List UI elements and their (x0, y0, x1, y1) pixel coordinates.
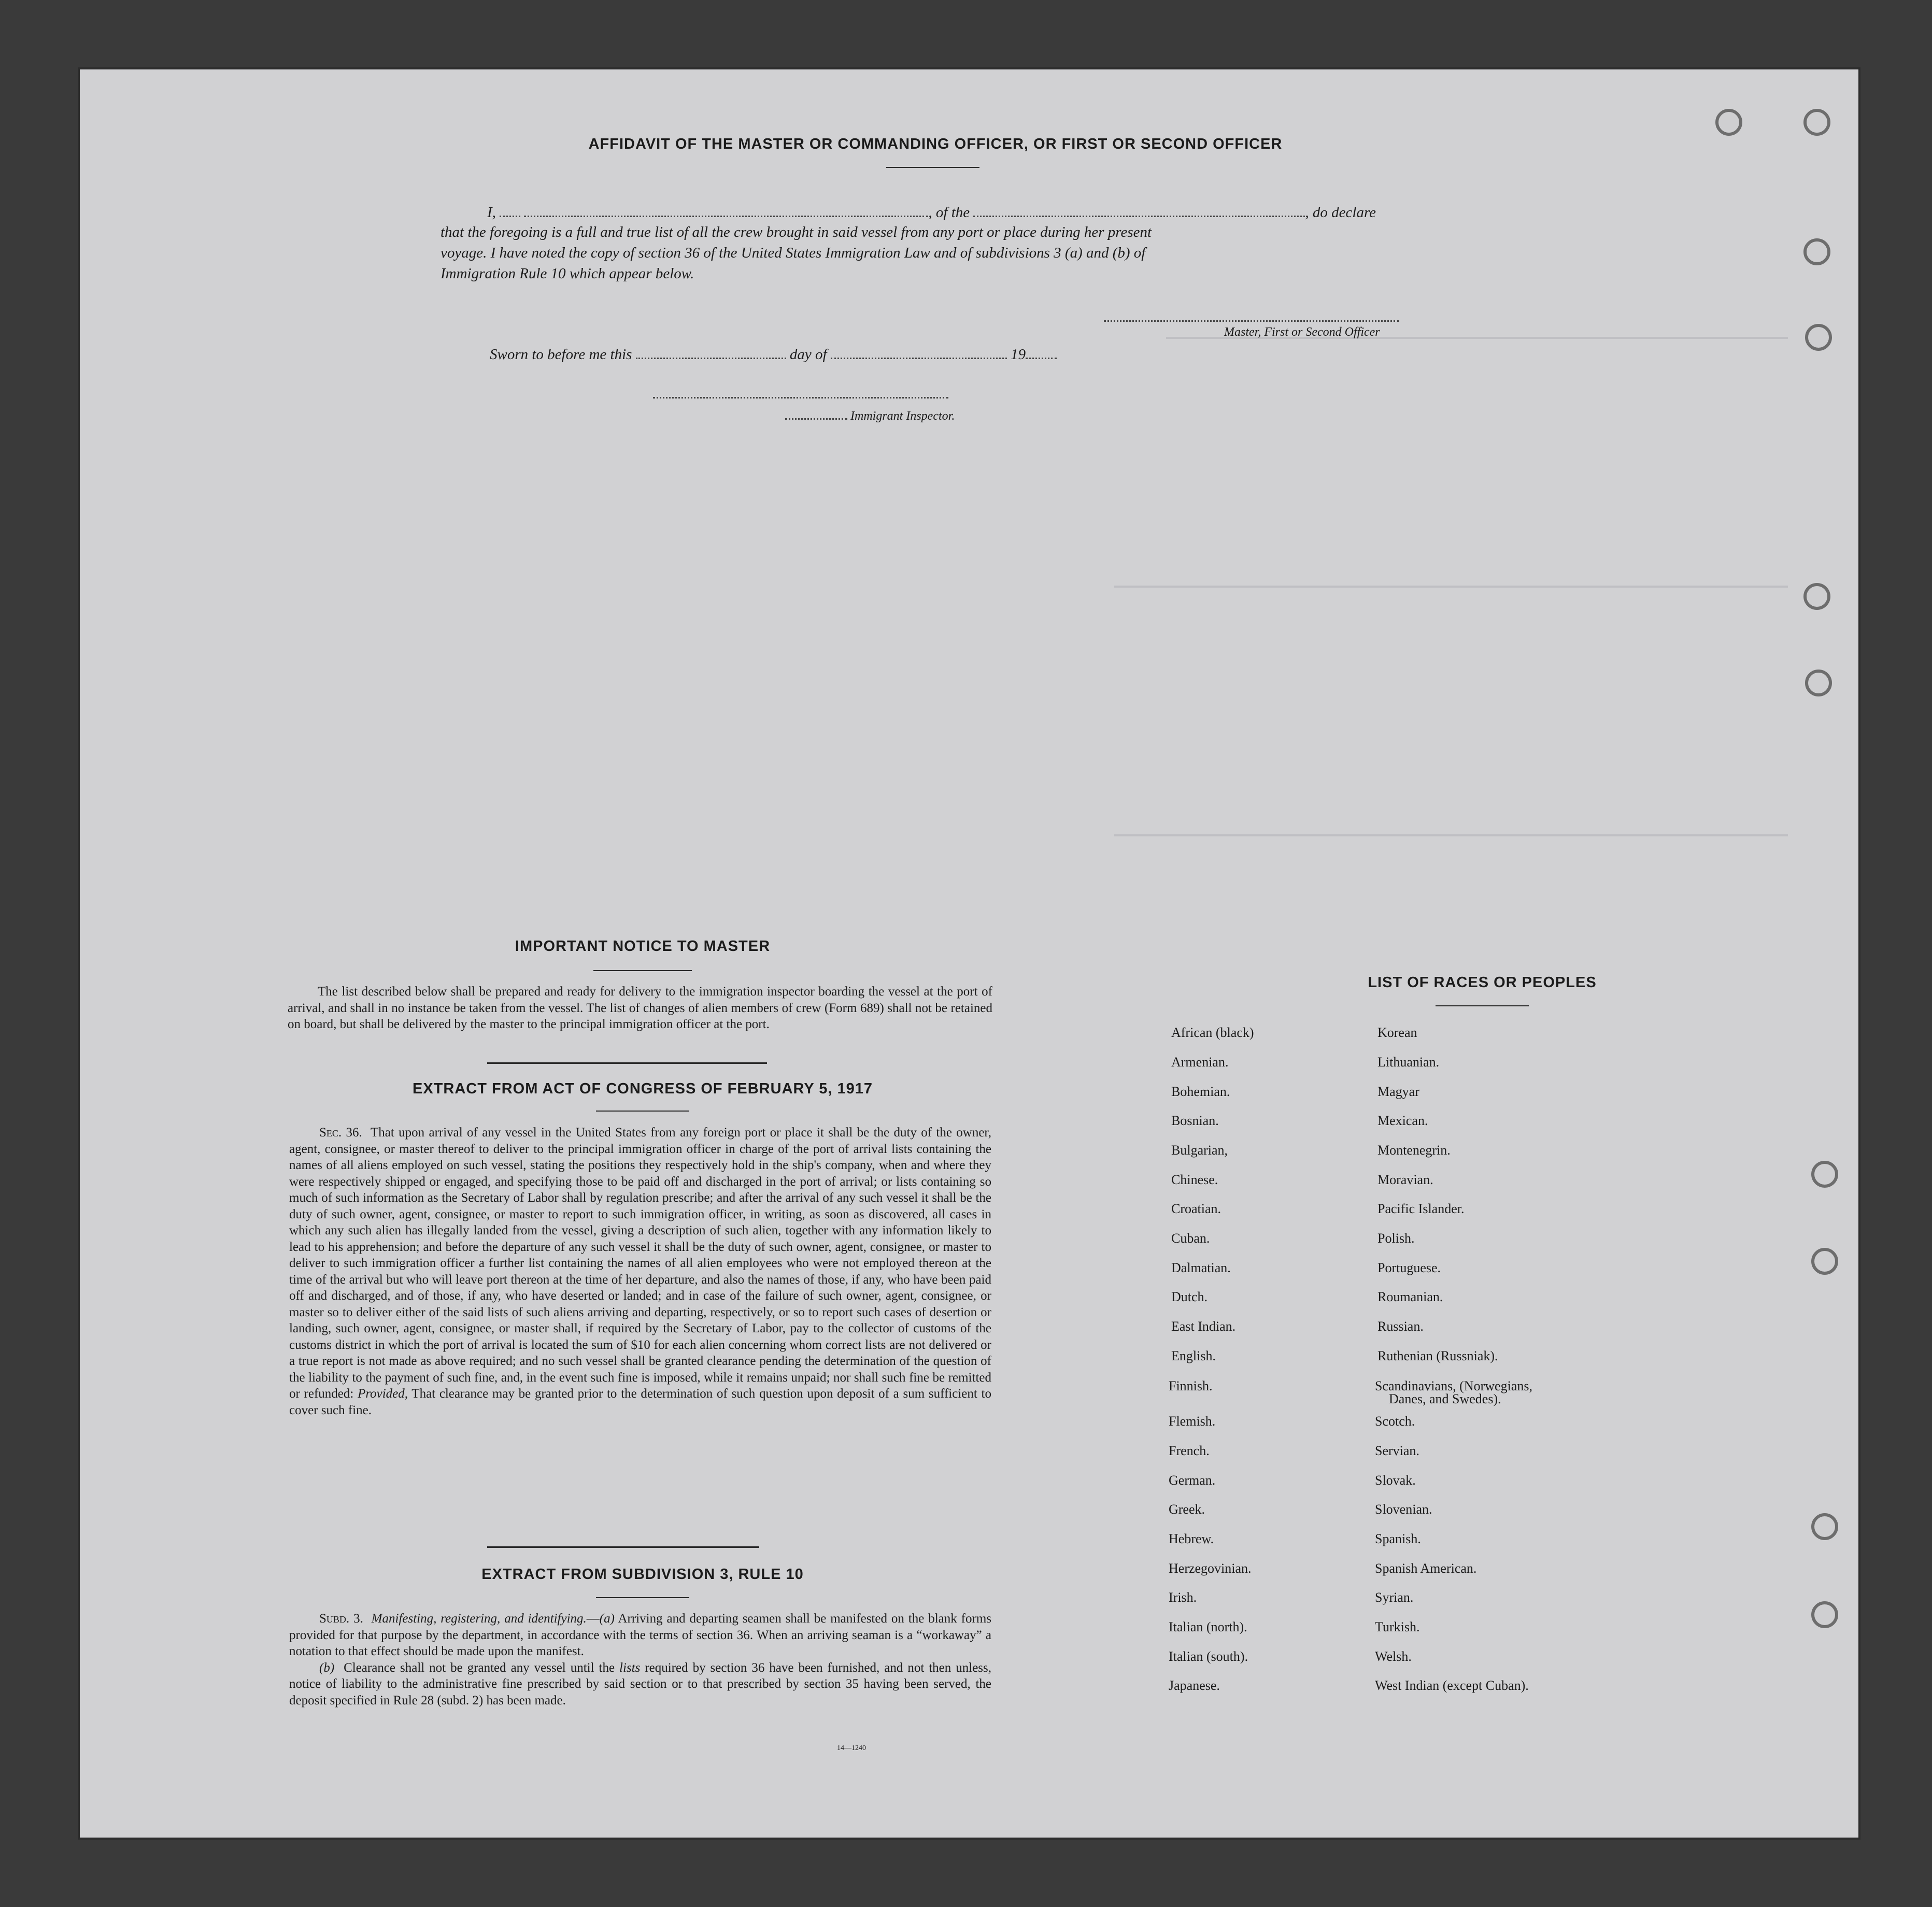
a-text: Arriving and departing seamen shall be manifested on the blank forms provided for that purpose by the department, in accordance with the terms of section 36. When an arriving seaman is a “workaway” a notation to that effect should be made upon the manifest. (289, 1612, 992, 1658)
affidavit-line3: voyage. I have noted the copy of section 36 of the United States Immigration Law and of subdivisions 3 (a) and (b) of (441, 245, 1146, 261)
b-label: (b) (319, 1660, 335, 1675)
extract-rule-title: EXTRACT FROM SUBDIVISION 3, RULE 10 (481, 1566, 804, 1583)
race-item: Dutch. (1171, 1289, 1208, 1304)
binder-hole-icon (1811, 1248, 1838, 1275)
race-item: English. (1171, 1348, 1216, 1363)
sworn-label: Sworn to before me this (490, 346, 632, 363)
race-item: Herzegovinian. (1169, 1561, 1252, 1576)
bleed-through-line (1114, 586, 1788, 588)
a-label: (a) (599, 1612, 615, 1626)
race-item: East Indian. (1171, 1319, 1236, 1334)
sworn-year-field[interactable] (1026, 344, 1057, 359)
name-field[interactable] (500, 202, 520, 217)
race-item: African (black) (1171, 1025, 1254, 1040)
race-item: Italian (south). (1169, 1649, 1248, 1664)
race-item: Moravian. (1377, 1172, 1433, 1187)
subd-label: Subd. 3. (319, 1612, 363, 1626)
race-item: Russian. (1377, 1319, 1424, 1334)
notice-text (288, 984, 992, 1033)
binder-hole-icon (1805, 670, 1832, 696)
race-item: German. (1169, 1473, 1216, 1488)
races-title: LIST OF RACES OR PEOPLES (1368, 974, 1597, 991)
race-item: Irish. (1169, 1590, 1197, 1605)
inspector-caption (785, 409, 955, 423)
sworn-day-field[interactable] (636, 344, 786, 359)
binder-hole-icon (1803, 583, 1830, 610)
extract-rule-text: Subd. 3. Manifesting, registering, and identifying.—(a) Arriving and departing seamen shall be manifested on the blank forms provided for that purpose by the department, in accordance with the terms of section 36. When an arriving seaman is a “workaway” a notation to that effect should be made upon the manifest. (b) Clearance shall not be granted any vessel until the lists required by section 36 have been furnished, and not then unless, notice of liability to the administrative fine prescribed by said section or to that prescribed by section 35 having been served, the deposit specified in Rule 28 (subd. 2) has been made. (289, 1612, 992, 1707)
race-item: Servian. (1375, 1443, 1419, 1458)
notice-title: IMPORTANT NOTICE TO MASTER (515, 938, 771, 955)
race-item: Japanese. (1169, 1678, 1220, 1693)
inspector-signature-line[interactable] (653, 397, 948, 399)
form-number: 14—1240 (837, 1744, 866, 1752)
binder-hole-icon (1811, 1513, 1838, 1540)
affidavit-line4: Immigration Rule 10 which appear below. (441, 265, 694, 282)
race-item: Finnish. (1169, 1378, 1213, 1393)
binder-hole-icon (1811, 1601, 1838, 1628)
race-item: Spanish. (1375, 1531, 1421, 1546)
divider (487, 1546, 759, 1548)
race-item: Bosnian. (1171, 1113, 1219, 1128)
race-item: Korean (1377, 1025, 1417, 1040)
binder-hole-icon (1803, 109, 1830, 136)
divider (596, 1111, 689, 1112)
race-item: Magyar (1377, 1084, 1419, 1099)
race-item: Hebrew. (1169, 1531, 1214, 1546)
race-item: Chinese. (1171, 1172, 1218, 1187)
race-item: Pacific Islander. (1377, 1201, 1465, 1216)
race-item: French. (1169, 1443, 1210, 1458)
affidavit-title: AFFIDAVIT OF THE MASTER OR COMMANDING OFFICER, OR FIRST OR SECOND OFFICER (588, 136, 1283, 152)
sworn-month-field[interactable] (831, 344, 1007, 359)
subd-heading: Manifesting, registering, and identifying. (371, 1612, 587, 1626)
race-item: Armenian. (1171, 1055, 1229, 1070)
sec-label: Sec. 36. (319, 1126, 362, 1140)
race-item: Slovenian. (1375, 1502, 1432, 1517)
signature-caption: Master, First or Second Officer (1224, 325, 1380, 339)
b-lists: lists (619, 1660, 641, 1675)
inspector-caption-text: Immigrant Inspector. (850, 409, 955, 423)
sec-body-end: That clearance may be granted prior to the determination of such question upon deposit of a sum sufficient to cover such fine. (289, 1387, 991, 1417)
document-page (78, 67, 1860, 1840)
divider (596, 1597, 689, 1598)
race-item: Spanish American. (1375, 1561, 1477, 1576)
divider (487, 1062, 767, 1064)
sec-body: That upon arrival of any vessel in the United States from any foreign port or place it shall be the duty of the owner, agent, consignee, or master thereof to deliver to the principal immigration officer in charge of the port of arrival lists containing the names of all aliens employed on such vessel, stating the positions they respectively hold in the ship's company, when and where they were respectively shipped or engaged, and specifying those to be paid off and discharged in the port of arrival; or lists containing so much of such information as the Secretary of Labor shall by regulation prescribe; and after the arrival of any such vessel it shall be the duty of such owner, agent, consignee, or master to report to such immigration officer, in writing, as soon as discovered, all cases in which any such alien has illegally landed from the vessel, giving a description of such alien, together with any information likely to lead to his apprehension; and before the departure of any such vessel it shall be the duty of such owner, agent, consignee, or master to deliver to such immigration officer a further list containing the names of all alien employees who were not employed thereon at the time of the arrival but who will leave port thereon at the time of her departure, and also the names of those, if any, who have been paid off and discharged, and of those, if any, who have deserted or landed; and in case of the failure of such owner, agent, consignee, or master so to deliver either of the said lists of such aliens arriving and departing, respectively, or so to report such cases of desertion or landing, such owner, agent, consignee, or master shall, if required by the Secretary of Labor, pay to the collector of customs of the customs district in which the port of arrival is located the sum of $10 for each alien concerning whom correct lists are not delivered or a true report is not made as above required; and no such vessel shall be granted clearance pending the determination of the question of the liability to the payment of such fine, and, in the event such fine is imposed, while it remains unpaid; nor shall such fine be remitted or refunded: (289, 1126, 992, 1401)
do-declare-label: , do declare (1305, 204, 1376, 221)
race-item: Syrian. (1375, 1590, 1414, 1605)
affidavit-line1 (487, 202, 1376, 221)
race-item: Welsh. (1375, 1649, 1412, 1664)
year-label: 19 (1011, 346, 1026, 363)
binder-hole-icon (1803, 238, 1830, 265)
binder-hole-icon (1811, 1161, 1838, 1188)
notice-paragraph: The list described below shall be prepared and ready for delivery to the immigration inspector boarding the vessel at the port of arrival, and shall in no instance be taken from the vessel. The list of changes of alien members of crew (Form 689) shall not be retained on board, but shall be delivered by the master to the principal immigration officer at the port. (288, 985, 992, 1031)
race-item: Lithuanian. (1377, 1055, 1440, 1070)
affidavit-line2: that the foregoing is a full and true list of all the crew brought in said vessel from any port or place during her present (441, 224, 1152, 240)
extract-act-title: EXTRACT FROM ACT OF CONGRESS OF FEBRUARY 5, 1917 (412, 1080, 873, 1097)
of-the-label: , of the (928, 204, 970, 221)
signature-line[interactable] (1104, 320, 1399, 322)
race-item: Ruthenian (Russniak). (1377, 1348, 1498, 1363)
race-item: Polish. (1377, 1231, 1415, 1246)
b-text-2: required by section 36 have been furnished, and not then unless, notice of liability to the administrative fine prescribed by said section or to that prescribed by section 35 having been served, the deposit specified in Rule 28 (subd. 2) has been made. (289, 1660, 991, 1707)
bleed-through-line (1114, 834, 1788, 836)
divider (886, 167, 979, 168)
race-item: Italian (north). (1169, 1619, 1247, 1634)
race-item: West Indian (except Cuban). (1375, 1678, 1529, 1693)
race-item: Scandinavians, (Norwegians, (1375, 1378, 1532, 1393)
race-item: Bohemian. (1171, 1084, 1230, 1099)
binder-hole-icon (1715, 109, 1742, 136)
race-item: Roumanian. (1377, 1289, 1443, 1304)
name-field-line[interactable] (524, 202, 928, 217)
race-item: Cuban. (1171, 1231, 1210, 1246)
race-item: Bulgarian, (1171, 1143, 1228, 1158)
divider (1436, 1005, 1529, 1006)
race-item: Portuguese. (1377, 1260, 1441, 1275)
race-item: Scotch. (1375, 1414, 1415, 1429)
race-item: Croatian. (1171, 1201, 1221, 1216)
i-label: I, (487, 204, 496, 221)
divider (593, 970, 692, 971)
b-text-1: Clearance shall not be granted any vessel until the (344, 1660, 615, 1675)
extract-act-text (289, 1125, 991, 1418)
vessel-field[interactable] (973, 202, 1305, 217)
race-item: Flemish. (1169, 1414, 1216, 1429)
sworn-line (490, 344, 1057, 363)
race-item-continuation: Danes, and Swedes). (1389, 1391, 1501, 1406)
inspector-field[interactable] (785, 410, 847, 420)
race-item: Mexican. (1377, 1113, 1428, 1128)
binder-hole-icon (1805, 324, 1832, 351)
race-item: Slovak. (1375, 1473, 1416, 1488)
race-item: Greek. (1169, 1502, 1205, 1517)
day-of-label: day of (789, 346, 827, 363)
race-item: Dalmatian. (1171, 1260, 1231, 1275)
race-item: Turkish. (1375, 1619, 1420, 1634)
provided-label: Provided, (358, 1387, 408, 1401)
race-item: Montenegrin. (1377, 1143, 1451, 1158)
